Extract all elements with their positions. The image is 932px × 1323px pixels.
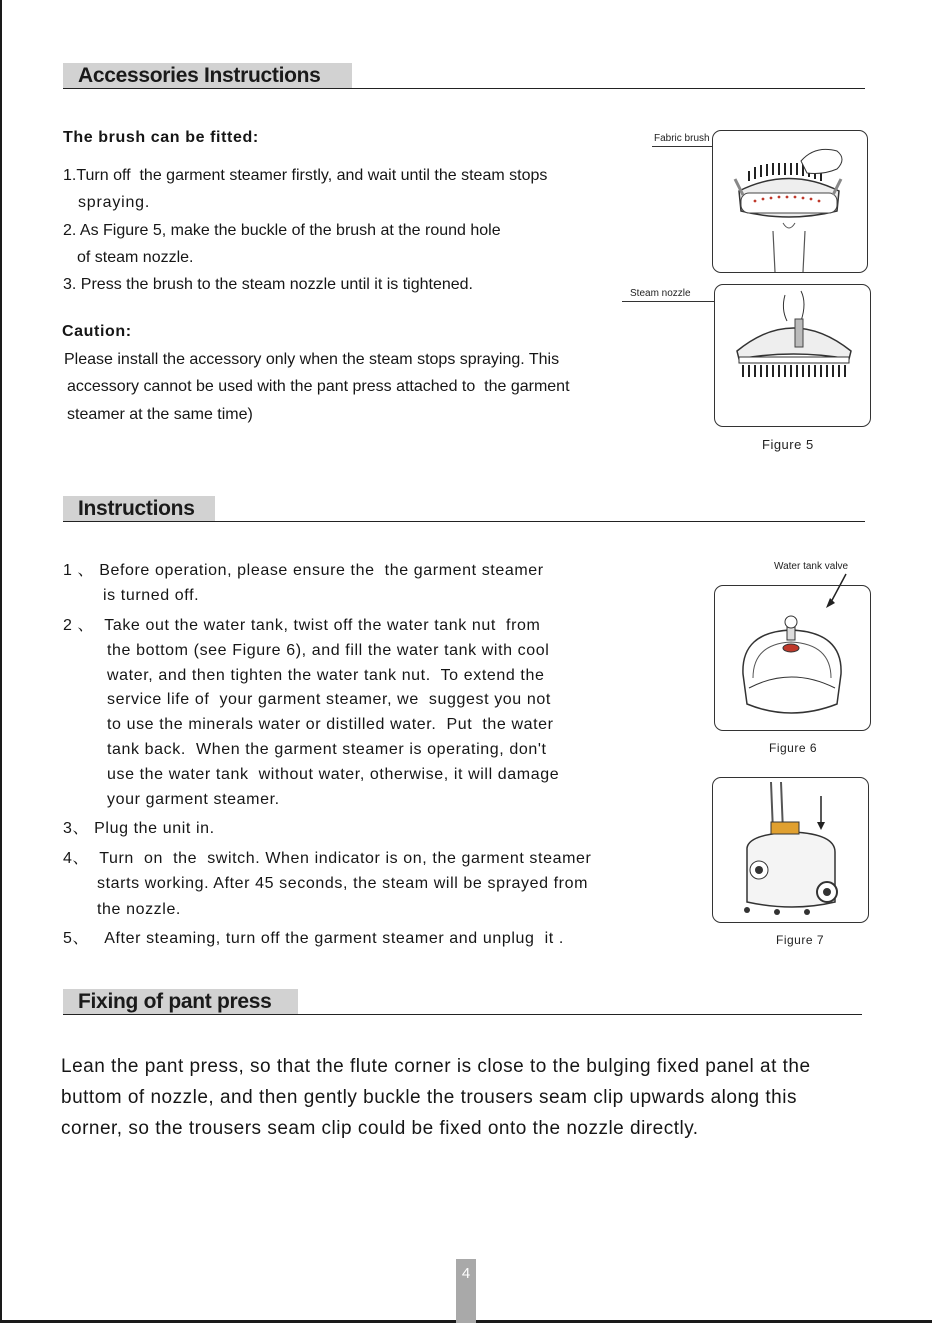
section-rule (63, 88, 865, 89)
section-title: Accessories Instructions (63, 63, 352, 88)
water-tank-valve-label: Water tank valve (774, 561, 849, 572)
instruction-line: 4、 Turn on the switch. When indicator is on, the garment steamer (63, 850, 592, 867)
caution-heading: Caution: (62, 323, 132, 340)
garment-steamer-figure (712, 777, 869, 923)
valve-arrow-icon (822, 570, 852, 610)
caution-line: accessory cannot be used with the pant press attached to the garment (67, 378, 570, 395)
instruction-line: your garment steamer. (107, 791, 280, 808)
caution-line: Please install the accessory only when the steam stops spraying. This (64, 351, 560, 368)
instruction-line: is turned off. (103, 587, 200, 604)
steam-nozzle-figure (714, 284, 871, 427)
instruction-line: 5、 After steaming, turn off the garment steamer and unplug it . (63, 930, 564, 947)
section-rule (63, 521, 865, 522)
section-rule (63, 1014, 862, 1015)
instruction-line: starts working. After 45 seconds, the steam will be sprayed from (97, 875, 589, 892)
instruction-line: 2 、 Take out the water tank, twist off the water tank nut from (63, 617, 541, 634)
instruction-line: use the water tank without water, otherwise, it will damage (107, 766, 560, 783)
nozzle-illustration (715, 285, 870, 426)
brush-step: 3. Press the brush to the steam nozzle until it is tightened. (63, 276, 473, 293)
instruction-line: water, and then tighten the water tank nut. To extend the (107, 667, 545, 684)
brush-step: 2. As Figure 5, make the buckle of the brush at the round hole (63, 222, 501, 239)
instruction-line: the nozzle. (97, 901, 181, 918)
section-title: Fixing of pant press (63, 989, 298, 1014)
instruction-line: tank back. When the garment steamer is operating, don't (107, 741, 547, 758)
figure6-caption: Figure 6 (769, 741, 818, 755)
brush-step: 1.Turn off the garment steamer firstly, and wait until the steam stops (63, 167, 548, 184)
steam-nozzle-label: Steam nozzle (630, 288, 691, 299)
instruction-line: 3、 Plug the unit in. (63, 820, 215, 837)
section-title: Instructions (63, 496, 215, 521)
instruction-line: to use the minerals water or distilled water. Put the water (107, 716, 554, 733)
page-number: 4 (456, 1259, 476, 1323)
section-header-accessories (63, 63, 865, 91)
brush-step: of steam nozzle. (77, 249, 194, 266)
brush-step: spraying. (78, 194, 151, 211)
section-header-instructions (63, 496, 865, 524)
steamer-illustration (713, 778, 868, 922)
pant-press-paragraph: Lean the pant press, so that the flute corner is close to the bulging fixed panel at the buttom of nozzle, and then gently buckle the trousers seam clip upwards along this corner, so the trousers seam clip could be fixed onto the nozzle directly. (61, 1056, 811, 1139)
caution-line: steamer at the same time) (67, 406, 253, 423)
fabric-brush-figure (712, 130, 868, 273)
instruction-line: 1 、 Before operation, please ensure the the garment steamer (63, 562, 544, 579)
instruction-line: the bottom (see Figure 6), and fill the water tank with cool (107, 642, 550, 659)
fabric-brush-label: Fabric brush (654, 133, 710, 144)
instruction-line: service life of your garment steamer, we suggest you not (107, 691, 551, 708)
section-header-pant-press (63, 989, 862, 1017)
brush-heading: The brush can be fitted: (63, 129, 259, 146)
page-left-edge (0, 0, 2, 1323)
brush-illustration (713, 131, 867, 272)
figure7-caption: Figure 7 (776, 933, 825, 947)
figure5-caption: Figure 5 (762, 437, 814, 452)
